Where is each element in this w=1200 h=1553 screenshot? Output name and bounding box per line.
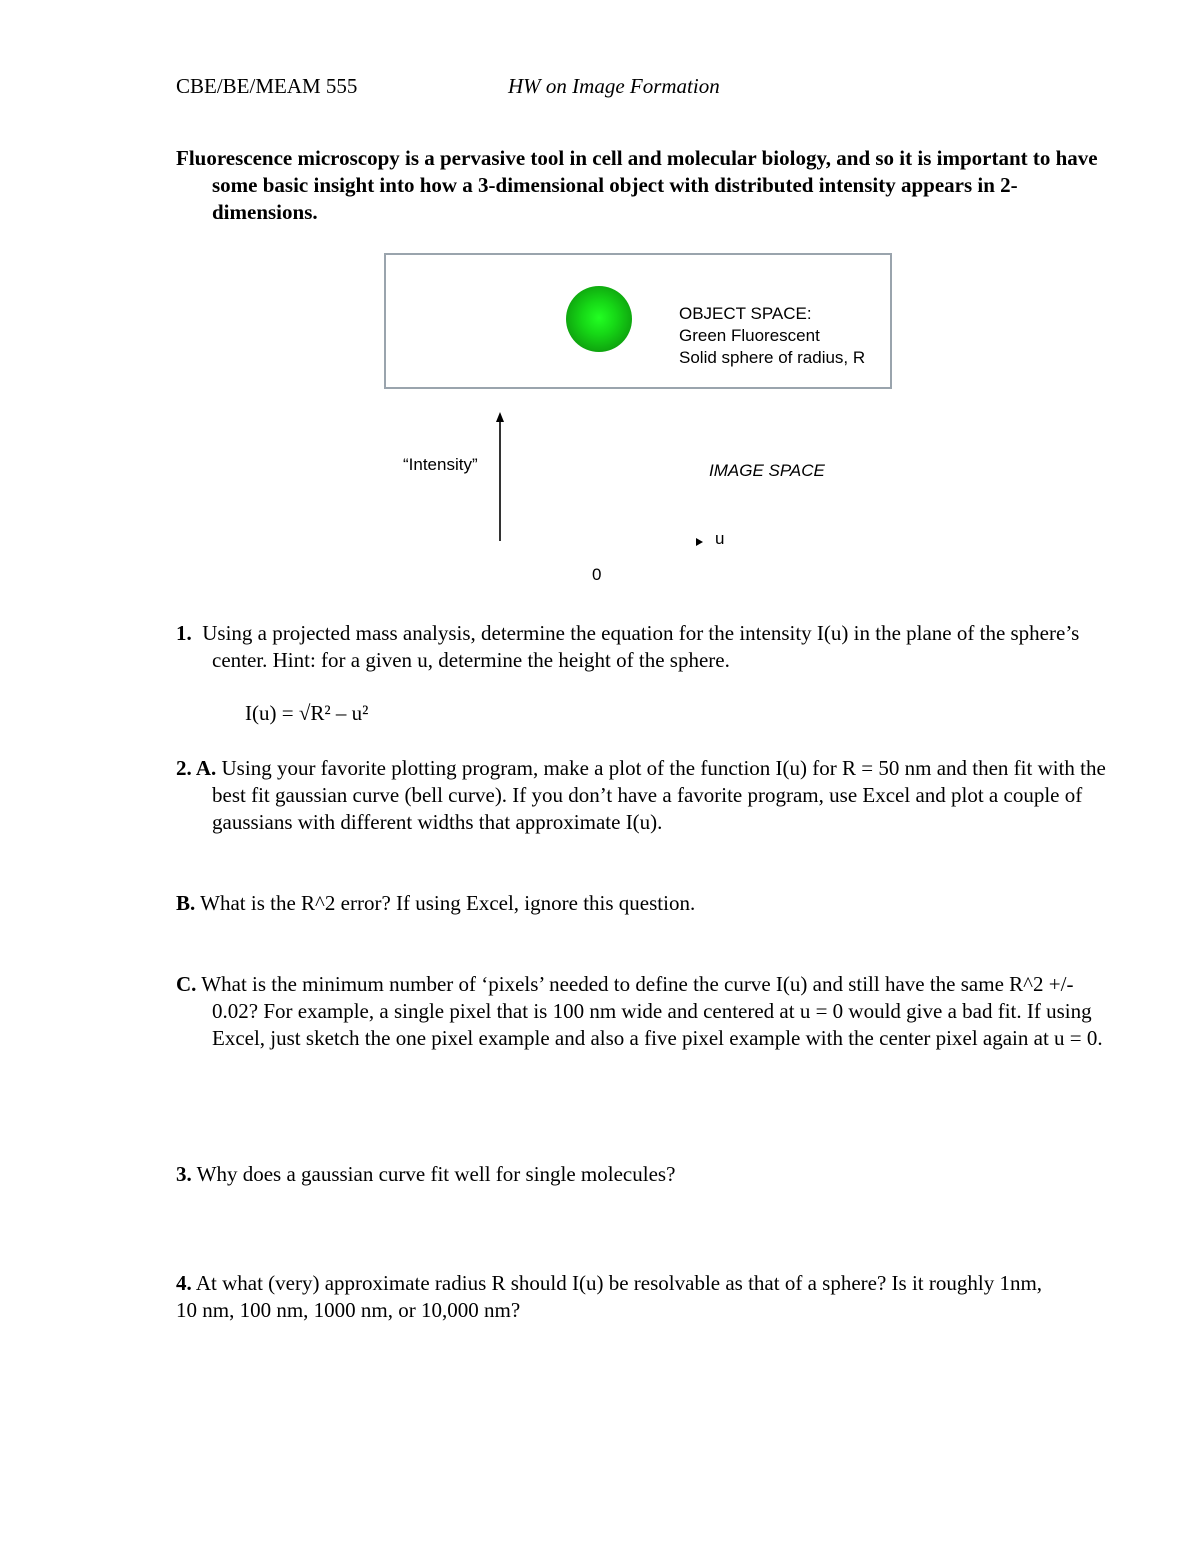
question-text: Using a projected mass analysis, determine the equation for the intensity I(u) in the plane of the sphere’s center. Hint: for a given u, determine the height of the sphere. [202,621,1080,672]
object-space-line: Solid sphere of radius, R [679,348,866,367]
question-number: 2. A. [176,756,217,780]
question-number: 1. [176,621,192,645]
object-space-label [679,303,865,369]
origin-label: 0 [592,565,602,584]
intensity-arrowhead [496,412,504,422]
question-number: C. [176,972,197,996]
question-text: Using your favorite plotting program, make a plot of the function I(u) for R = 50 nm and then fit with the best fit gaussian curve (bell curve). If you don’t have a favorite program, use Excel and plot a couple of gaussians with different widths that approximate I(u). [212,756,1106,834]
question-2c [176,971,1112,1052]
question-2b [176,890,1112,917]
document-title: HW on Image Formation [508,74,720,98]
question-number: B. [176,891,196,915]
object-space-line: Green Fluorescent [679,326,820,345]
image-space-label: IMAGE SPACE [709,461,825,480]
object-space-line: OBJECT SPACE: [679,304,812,323]
question-number: 3. [176,1162,192,1186]
course-code: CBE/BE/MEAM 555 [176,74,358,98]
u-axis-label: u [715,529,725,548]
question-3 [176,1161,1076,1188]
fluorescent-sphere [566,286,632,352]
image-space-axes [380,400,900,600]
question-4 [176,1270,1056,1324]
u-arrowhead [696,538,703,546]
question-1-answer: I(u) = √R² – u² [245,701,369,725]
question-text: Why does a gaussian curve fit well for single molecules? [196,1162,676,1186]
question-text: What is the minimum number of ‘pixels’ needed to define the curve I(u) and still have the same R^2 +/- 0.02? For example, a single pixel that is 100 nm wide and centered at u = 0 would give a bad fit. If using Excel, just sketch the one pixel example and also a five pixel example with the center pixel again at u = 0. [201,972,1103,1050]
intro-paragraph: Fluorescence microscopy is a pervasive tool in cell and molecular biology, and so it is important to have some basic insight into how a 3-dimensional object with distributed intensity appears in 2-dimensions. [176,146,1098,224]
question-text: At what (very) approximate radius R should I(u) be resolvable as that of a sphere? Is it roughly 1nm, 10 nm, 100 nm, 1000 nm, or 10,000 nm? [176,1271,1043,1322]
question-text: What is the R^2 error? If using Excel, ignore this question. [200,891,696,915]
question-number: 4. [176,1271,192,1295]
object-space-box [384,253,892,389]
question-1 [176,620,1112,674]
question-2a [176,755,1112,836]
intensity-label: “Intensity” [403,455,478,474]
